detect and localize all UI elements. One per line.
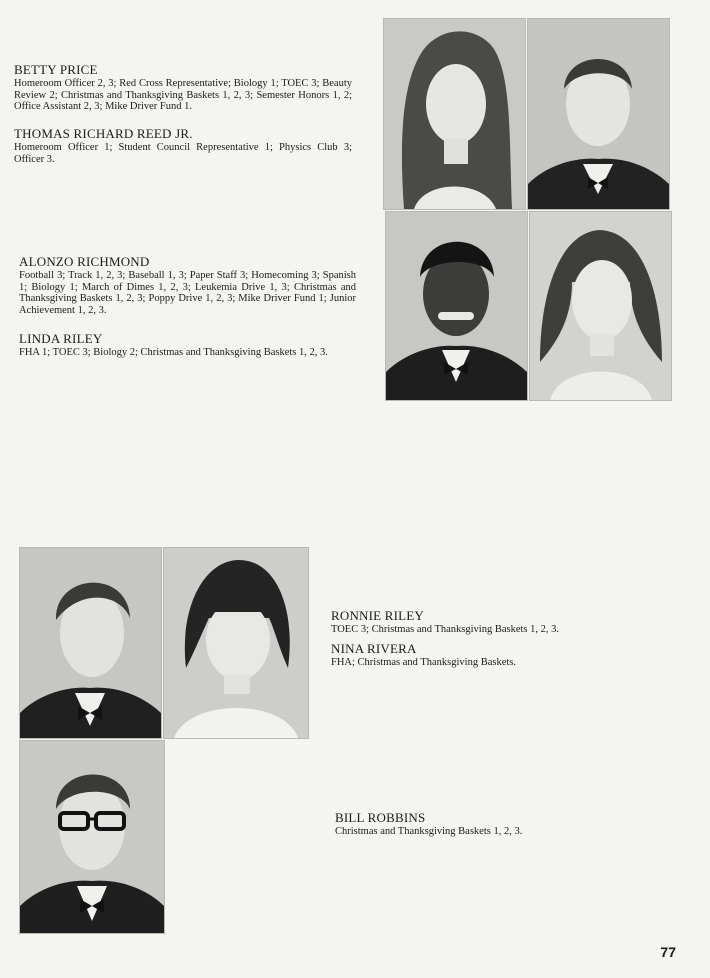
- student-name: BETTY PRICE: [14, 62, 98, 77]
- student-name: NINA RIVERA: [331, 641, 417, 656]
- student-entry-alonzo-richmond: [19, 255, 356, 316]
- student-name: RONNIE RILEY: [331, 608, 425, 623]
- student-entry-betty-price: [14, 63, 352, 113]
- student-activities: Homeroom Officer 1; Student Council Representative 1; Physics Club 3; Officer 3.: [14, 142, 352, 165]
- portrait-photo-ronnie-riley: [19, 547, 162, 739]
- student-name: ALONZO RICHMOND: [19, 254, 150, 269]
- student-activities: Christmas and Thanksgiving Baskets 1, 2, 3.: [335, 826, 523, 837]
- student-entry-linda-riley: [19, 332, 356, 359]
- portrait-photo-bill-robbins: [19, 740, 165, 934]
- student-name: LINDA RILEY: [19, 331, 103, 346]
- student-entry-ronnie-riley: [331, 609, 631, 636]
- student-entry-nina-rivera: [331, 642, 631, 669]
- student-name: THOMAS RICHARD REED JR.: [14, 126, 193, 141]
- portrait-photo-nina-rivera: [163, 547, 309, 739]
- student-name: BILL ROBBINS: [335, 810, 426, 825]
- student-activities: FHA; Christmas and Thanksgiving Baskets.: [331, 657, 517, 668]
- student-activities: Football 3; Track 1, 2, 3; Baseball 1, 3; Paper Staff 3; Homecoming 3; Spanish 1; Biology 1; March of Dimes 1, 2, 3; Leukemia Drive 1, 3; Christmas and Thanksgiving Baskets 1, 2, 3; Poppy Drive 1, 2, 3; Mike Driver Fund 1; Junior Achievement 1, 2, 3.: [19, 270, 356, 316]
- student-activities: Homeroom Officer 2, 3; Red Cross Representative; Biology 1; TOEC 3; Beauty Review 2; Christmas and Thanksgiving Baskets 1, 2, 3; Semester Honors 1, 2; Office Assistant 2, 3; Mike Driver Fund 1.: [14, 78, 352, 113]
- portrait-photo-betty-price: [383, 18, 526, 210]
- student-entry-bill-robbins: [335, 811, 635, 838]
- student-entry-thomas-reed: [14, 127, 352, 165]
- page-number: 77: [660, 944, 676, 960]
- portrait-photo-alonzo-richmond: [385, 211, 528, 401]
- student-activities: TOEC 3; Christmas and Thanksgiving Baskets 1, 2, 3.: [331, 624, 559, 635]
- portrait-photo-thomas-reed: [527, 18, 670, 210]
- portrait-photo-linda-riley: [529, 211, 672, 401]
- student-activities: FHA 1; TOEC 3; Biology 2; Christmas and Thanksgiving Baskets 1, 2, 3.: [19, 347, 328, 358]
